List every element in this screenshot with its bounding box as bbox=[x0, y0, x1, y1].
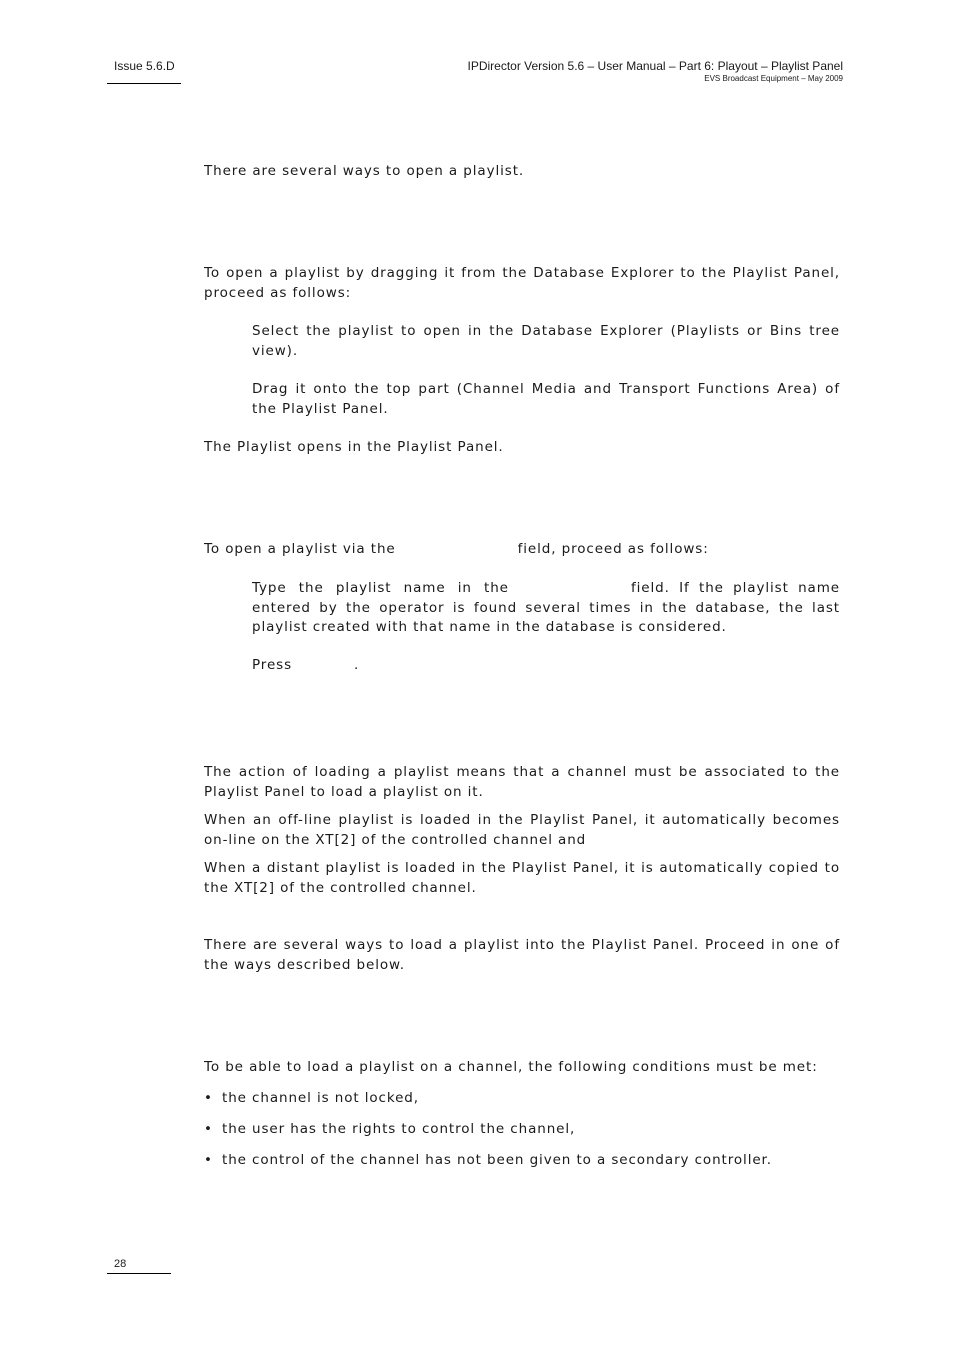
drag-step-1: Select the playlist to open in the Database Explorer (Playlists or Bins tree view). bbox=[252, 323, 840, 359]
offline-playlist-paragraph: When an off-line playlist is loaded in the Playlist Panel, it automatically becomes on-line on the XT[2] of the controlled channel and bbox=[204, 812, 840, 848]
field-step-1-start: Type the playlist name in the bbox=[252, 580, 509, 596]
distant-playlist-paragraph: When a distant playlist is loaded in the Playlist Panel, it is automatically copied to the XT[2] of the controlled channel. bbox=[204, 860, 840, 896]
field-step-2 bbox=[252, 656, 840, 676]
bullet-icon: • bbox=[204, 1152, 213, 1168]
field-step-2-start: Press bbox=[252, 657, 293, 673]
loading-intro-paragraph: The action of loading a playlist means that a channel must be associated to the Playlist Panel to load a playlist on it. bbox=[204, 764, 840, 800]
field-intro-end: field, proceed as follows: bbox=[517, 541, 709, 557]
drag-result-paragraph: The Playlist opens in the Playlist Panel. bbox=[204, 439, 504, 455]
condition-list-item: • the control of the channel has not been given to a secondary controller. bbox=[204, 1151, 772, 1171]
load-ways-paragraph: There are several ways to load a playlist into the Playlist Panel. Proceed in one of the ways described below. bbox=[204, 937, 840, 973]
bullet-icon: • bbox=[204, 1090, 213, 1106]
page-number: 28 bbox=[114, 1258, 127, 1270]
field-intro-paragraph bbox=[204, 540, 840, 560]
header-title: IPDirector Version 5.6 – User Manual – Part 6: Playout – Playlist Panel bbox=[467, 59, 843, 73]
drag-step-2: Drag it onto the top part (Channel Media and Transport Functions Area) of the Playlist Panel. bbox=[252, 381, 840, 417]
header-issue: Issue 5.6.D bbox=[114, 59, 175, 73]
header-subtitle: EVS Broadcast Equipment – May 2009 bbox=[704, 74, 843, 83]
field-intro-start: To open a playlist via the bbox=[204, 541, 396, 557]
footer-rule bbox=[107, 1273, 171, 1274]
condition-list-item: • the channel is not locked, bbox=[204, 1089, 419, 1109]
condition-list-item: • the user has the rights to control the channel, bbox=[204, 1120, 575, 1140]
bullet-icon: • bbox=[204, 1121, 213, 1137]
field-step-2-end: . bbox=[354, 657, 360, 673]
conditions-intro-paragraph: To be able to load a playlist on a channel, the following conditions must be met: bbox=[204, 1059, 818, 1075]
header-rule bbox=[107, 83, 181, 84]
field-step-1-body: field. If the playlist name entered by the operator is found several times in the database, the last playlist created with that name in the database is considered. bbox=[252, 580, 840, 635]
drag-intro-paragraph: To open a playlist by dragging it from the Database Explorer to the Playlist Panel, proceed as follows: bbox=[204, 265, 840, 301]
intro-paragraph: There are several ways to open a playlist. bbox=[204, 163, 525, 179]
